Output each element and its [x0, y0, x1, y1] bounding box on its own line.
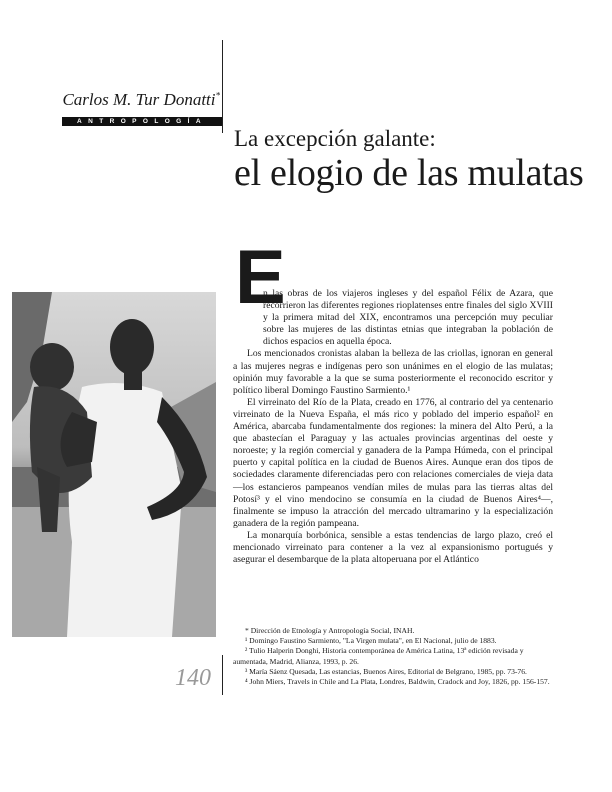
header-rule	[222, 40, 223, 133]
section-label: ANTROPOLOGÍA	[62, 117, 222, 126]
title-line-1: La excepción galante:	[234, 126, 436, 151]
footnote: ³ María Sáenz Quesada, Las estancias, Buenos Aires, Editorial de Belgrano, 1985, pp. 73-76.	[245, 666, 527, 676]
footnote: ² Tulio Halperin Donghi, Historia contemporánea de América Latina, 13ª edición revisada y aumentada, Madrid, Alianza, 1993, p. 26.	[233, 646, 524, 666]
title-line-2: el elogio de las mulatas	[234, 152, 584, 194]
drop-cap: E	[235, 235, 286, 320]
paragraph-4: La monarquía borbónica, sensible a estas tendencias de largo plazo, creó el mencionado virreinato para contener a la vez al expansionismo portugués y asegurar el desembarque de la plata altoperuana por el Atlántico	[233, 529, 553, 566]
page-number: 140	[175, 665, 211, 691]
paragraph-1: n las obras de los viajeros ingleses y del español Félix de Azara, que recorrieron las diferentes regiones rioplatenses entre finales del siglo XVIII y la primera mitad del XIX, encontramos una percepción muy peculiar sobre las mujeres de las distintas etnias que integraban la población de dichos espacios en aquella época.	[263, 288, 553, 348]
footnotes	[233, 626, 553, 687]
author-name: Carlos M. Tur Donatti*	[62, 90, 220, 109]
paragraph-3: El virreinato del Río de la Plata, creado en 1776, al contrario del ya centenario virreinato de la Nueva España, el más rico y poblado del imperio español² en América, abarcaba fundamentalmente dos regiones: la minera del Alto Perú, a la que abastecían el Paraguay y las actuales provincias argentinas del oeste y noroeste; y la región comercial y ganadera de la Pampa Húmeda, con el principal puerto y capital política en la ciudad de Buenos Aires. Aunque eran dos tipos de sociedades claramente diferenciadas pero con relaciones comerciales de vieja data —los estancieros pampeanos vendían miles de mulas para las tierras altas del Potosí³ y el vino mendocino se consumía en la ciudad de Buenos Aires⁴—, finalmente se impuso la atracción del mercado ultramarino y la especialización ganadera de la región pampeana.	[233, 396, 553, 529]
author-footnote-mark: *	[215, 90, 220, 101]
footnote: ⁴ John Miers, Travels in Chile and La Plata, Londres, Baldwin, Cradock and Joy, 1826, pp. 156-157.	[245, 677, 550, 687]
footnote: ¹ Domingo Faustino Sarmiento, "La Virgen mulata", en El Nacional, julio de 1883.	[245, 636, 497, 646]
paragraph-2: Los mencionados cronistas alaban la belleza de las criollas, ignoran en general a las mujeres negras e indígenas pero son unánimes en el elogio de las mulatas; opinión muy favorable a la que se suma posteriormente el reconocido escritor y político liberal Domingo Faustino Sarmiento.¹	[233, 348, 553, 396]
painting-woman-holding-child	[12, 292, 216, 637]
painting-figure	[12, 292, 216, 637]
article-body	[233, 288, 553, 566]
footer-rule	[222, 655, 223, 695]
footnote: * Dirección de Etnología y Antropología Social, INAH.	[245, 626, 415, 635]
